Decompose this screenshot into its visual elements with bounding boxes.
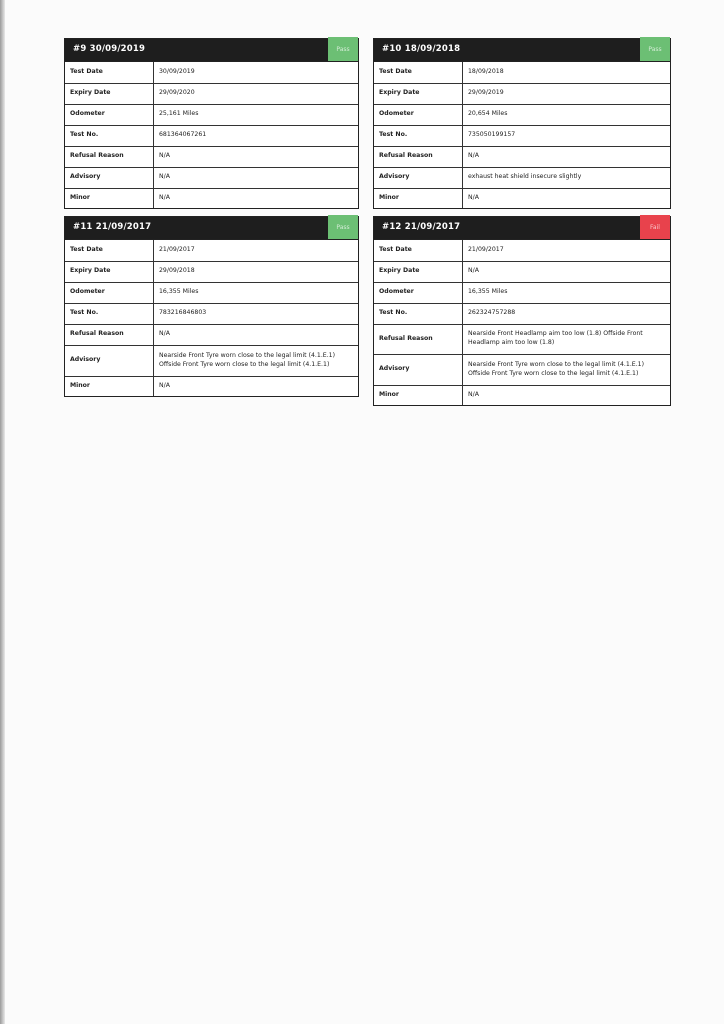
row-label: Advisory — [374, 354, 463, 385]
value-line: Offside Front Tyre worn close to the legal limit (4.1.E.1) — [159, 360, 330, 368]
table-row — [65, 125, 358, 146]
table-row — [65, 345, 358, 376]
row-label: Odometer — [374, 104, 463, 125]
row-value: N/A — [463, 146, 671, 167]
row-value: 29/09/2018 — [154, 261, 359, 282]
row-value: exhaust heat shield insecure slightly — [463, 167, 671, 188]
row-label: Expiry Date — [374, 83, 463, 104]
mot-test-card-10 — [373, 38, 671, 209]
card-title: #11 21/09/2017 — [73, 222, 152, 232]
row-label: Test No. — [65, 125, 154, 146]
status-badge: Pass — [328, 215, 358, 239]
row-value: N/A — [463, 261, 671, 282]
page-edge-shadow — [0, 0, 5, 1024]
row-label: Refusal Reason — [374, 146, 463, 167]
row-label: Minor — [374, 385, 463, 405]
table-row — [65, 261, 358, 282]
row-label: Expiry Date — [65, 83, 154, 104]
row-label: Test Date — [374, 62, 463, 83]
table-row — [65, 240, 358, 261]
table-row — [374, 303, 670, 324]
table-row — [374, 354, 670, 385]
table-row — [374, 83, 670, 104]
row-label: Test No. — [374, 303, 463, 324]
card-header — [65, 39, 358, 62]
row-label: Test Date — [374, 240, 463, 261]
row-value: 681364067261 — [154, 125, 359, 146]
status-badge: Pass — [640, 37, 670, 61]
table-row — [65, 282, 358, 303]
table-row — [65, 324, 358, 345]
row-value: 30/09/2019 — [159, 67, 195, 75]
row-label: Minor — [65, 188, 154, 208]
row-label: Expiry Date — [374, 261, 463, 282]
row-label: Advisory — [65, 167, 154, 188]
card-header — [374, 39, 670, 62]
table-row — [374, 62, 670, 83]
row-label: Odometer — [374, 282, 463, 303]
row-value: 783216846803 — [154, 303, 359, 324]
value-line: Nearside Front Headlamp aim too low (1.8) Offside Front — [468, 330, 643, 338]
row-value: N/A — [154, 146, 359, 167]
table-row — [65, 303, 358, 324]
row-label: Refusal Reason — [65, 324, 154, 345]
test-details-table — [65, 62, 358, 208]
table-row — [65, 146, 358, 167]
row-label: Refusal Reason — [374, 324, 463, 354]
row-value: 262324757288 — [463, 303, 671, 324]
value-line: Headlamp aim too low (1.8) — [468, 339, 555, 346]
row-label: Test Date — [65, 62, 154, 83]
table-row — [374, 324, 670, 354]
card-header — [374, 217, 670, 240]
test-details-table — [374, 62, 670, 208]
value-line: Offside Front Tyre worn close to the legal limit (4.1.E.1) — [468, 369, 639, 377]
table-row — [65, 83, 358, 104]
table-row — [374, 188, 670, 208]
row-value: 21/09/2017 — [159, 245, 195, 253]
row-value: 16,355 Miles — [463, 282, 671, 303]
value-line: Nearside Front Tyre worn close to the legal limit (4.1.E.1) — [468, 360, 645, 368]
status-badge: Pass — [328, 37, 358, 61]
row-label: Test No. — [65, 303, 154, 324]
row-value: N/A — [154, 167, 359, 188]
mot-test-card-11 — [64, 216, 359, 397]
test-details-table — [374, 240, 670, 405]
row-value: N/A — [463, 385, 671, 405]
row-label: Expiry Date — [65, 261, 154, 282]
table-row — [374, 282, 670, 303]
status-badge: Fail — [640, 215, 670, 239]
card-header — [65, 217, 358, 240]
row-label: Advisory — [65, 345, 154, 376]
row-label: Odometer — [65, 104, 154, 125]
row-label: Minor — [65, 376, 154, 396]
table-row — [374, 125, 670, 146]
table-row — [374, 240, 670, 261]
row-value: N/A — [154, 324, 359, 345]
mot-test-card-9 — [64, 38, 359, 209]
table-row — [65, 188, 358, 208]
row-value: 16,355 Miles — [154, 282, 359, 303]
row-label: Advisory — [374, 167, 463, 188]
row-label: Refusal Reason — [65, 146, 154, 167]
row-label: Test No. — [374, 125, 463, 146]
table-row — [374, 261, 670, 282]
row-value: 18/09/2018 — [468, 67, 504, 75]
table-row — [65, 376, 358, 396]
row-value — [463, 324, 671, 354]
row-value: 20,654 Miles — [463, 104, 671, 125]
row-value: 29/09/2020 — [154, 83, 359, 104]
row-value: 735050199157 — [463, 125, 671, 146]
value-line: Nearside Front Tyre worn close to the legal limit (4.1.E.1) — [159, 351, 336, 359]
table-row — [65, 62, 358, 83]
row-label: Odometer — [65, 282, 154, 303]
mot-test-card-12 — [373, 216, 671, 406]
table-row — [374, 385, 670, 405]
row-value — [463, 354, 671, 385]
card-title: #10 18/09/2018 — [382, 44, 461, 54]
row-label: Minor — [374, 188, 463, 208]
table-row — [374, 104, 670, 125]
test-details-table — [65, 240, 358, 396]
row-label: Test Date — [65, 240, 154, 261]
table-row — [374, 167, 670, 188]
card-title: #12 21/09/2017 — [382, 222, 461, 232]
row-value: N/A — [154, 188, 359, 208]
row-value: 21/09/2017 — [468, 245, 504, 253]
row-value: 29/09/2019 — [463, 83, 671, 104]
card-title: #9 30/09/2019 — [73, 44, 146, 54]
row-value: N/A — [463, 188, 671, 208]
row-value: 25,161 Miles — [154, 104, 359, 125]
table-row — [65, 167, 358, 188]
row-value — [154, 345, 359, 376]
table-row — [65, 104, 358, 125]
table-row — [374, 146, 670, 167]
row-value: N/A — [154, 376, 359, 396]
